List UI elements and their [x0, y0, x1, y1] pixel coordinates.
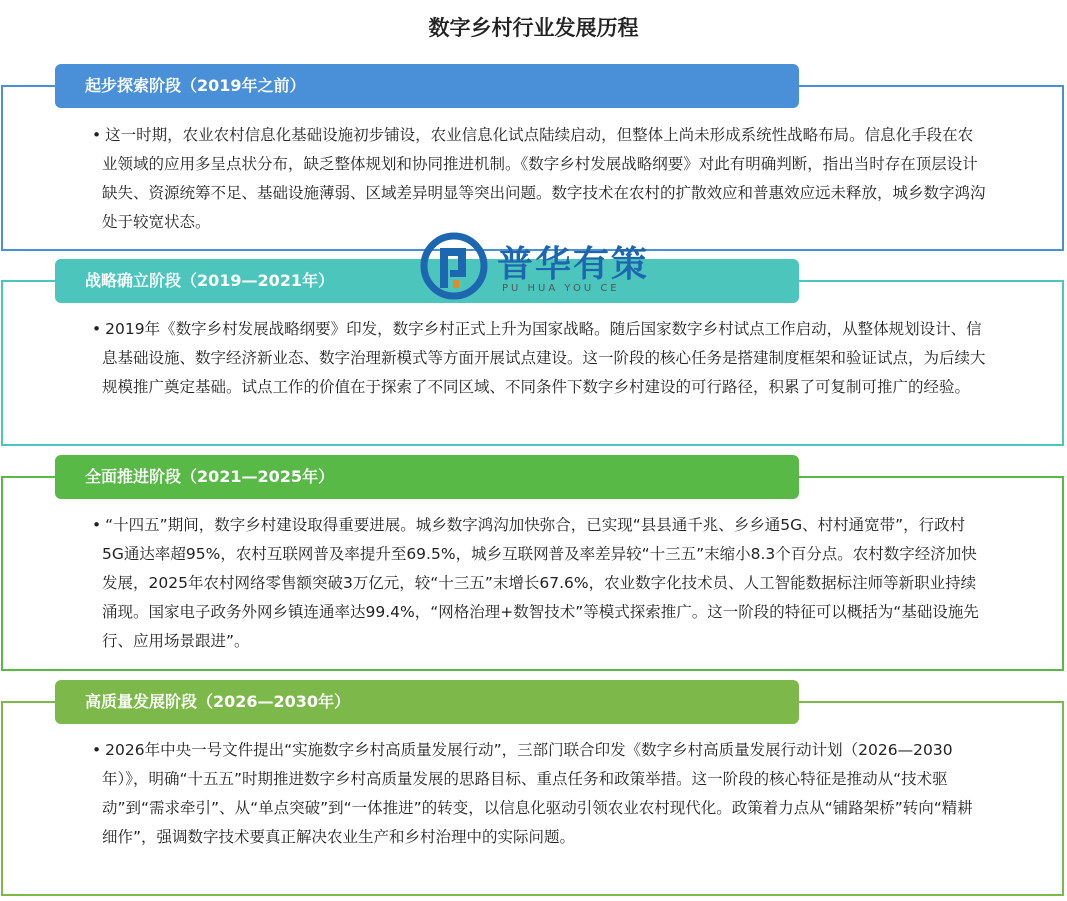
stage-4-header: 高质量发展阶段（2026—2030年） [55, 680, 799, 724]
logo-subtitle: PU HUA YOU CE [502, 283, 620, 294]
page-title: 数字乡村行业发展历程 [428, 16, 639, 40]
logo-name: 普华有策 [497, 244, 650, 285]
puhua-logo-icon [420, 232, 490, 300]
stage-1-text [92, 121, 987, 237]
stage-2-text-content: 2019年《数字乡村发展战略纲要》印发，数字乡村正式上升为国家战略。随后国家数字乡村试点工作启动，从整体规划设计、信息基础设施、数字经济新业态、数字治理新模式等方面开展试点建设。这一阶段的核心任务是搭建制度框架和验证试点，为后续大规模推广奠定基础。试点工作的价值在于探索了不同区域、不同条件下数字乡村建设的可行路径，积累了可复制可推广的经验。 [102, 320, 986, 396]
stage-3-text-content: “十四五”期间，数字乡村建设取得重要进展。城乡数字鸿沟加快弥合，已实现“县县通千兆、乡乡通5G、村村通宽带”，行政村5G通达率超95%，农村互联网普及率提升至69.5%，城乡互联网普及率差异较“十三五”末缩小8.3个百分点。农村数字经济加快发展，2025年农村网络零售额突破3万亿元，较“十三五”末增长67.6%，农业数字化技术员、人工智能数据标注师等新职业持续涌现。国家电子政务外网乡镇连通率达99.4%，“网格治理+数智技术”等模式探索推广。这一阶段的特征可以概括为“基础设施先行、应用场景跟进”。 [102, 516, 979, 650]
stage-3-text [92, 511, 987, 656]
stage-4-text [92, 736, 987, 852]
watermark-logo [420, 232, 660, 300]
stage-3-header: 全面推进阶段（2021—2025年） [55, 455, 799, 499]
bullet-icon: • [92, 741, 102, 759]
stage-1-text-content: 这一时期，农业农村信息化基础设施初步铺设，农业信息化试点陆续启动，但整体上尚未形成系统性战略布局。信息化手段在农业领域的应用多呈点状分布，缺乏整体规划和协同推进机制。《数字乡村发展战略纲要》对此有明确判断，指出当时存在顶层设计缺失、资源统筹不足、基础设施薄弱、区域差异明显等突出问题。数字技术在农村的扩散效应和普惠效应远未释放，城乡数字鸿沟处于较宽状态。 [102, 126, 986, 231]
bullet-icon: • [92, 320, 102, 338]
bullet-icon: • [92, 516, 102, 534]
stage-2-header: 战略确立阶段（2019—2021年） [55, 259, 799, 303]
stage-1-header: 起步探索阶段（2019年之前） [55, 64, 799, 108]
stage-4-text-content: 2026年中央一号文件提出“实施数字乡村高质量发展行动”，三部门联合印发《数字乡村高质量发展行动计划（2026—2030年）》，明确“十五五”时期推进数字乡村高质量发展的思路目标、重点任务和政策举措。这一阶段的核心特征是推动从“技术驱动”到“需求牵引”、从“单点突破”到“一体推进”的转变，以信息化驱动引领农业农村现代化。政策着力点从“铺路架桥”转向“精耕细作”，强调数字技术要真正解决农业生产和乡村治理中的实际问题。 [102, 741, 973, 846]
stage-2-text [92, 315, 987, 402]
bullet-icon: • [92, 126, 102, 144]
